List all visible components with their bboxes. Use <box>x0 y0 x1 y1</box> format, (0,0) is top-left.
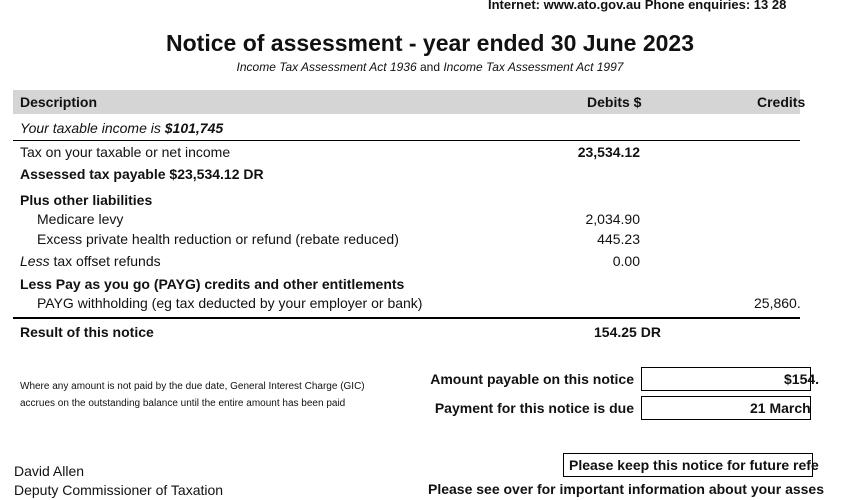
gic-notice-line2: accrues on the outstanding balance until the entire amount has been paid <box>20 398 346 409</box>
taxable-income-label: Your taxable income is <box>20 120 165 136</box>
less-word: Less <box>20 253 50 269</box>
subtitle-act-1936: Income Tax Assessment Act 1936 <box>236 60 417 74</box>
tax-offset-row <box>20 253 161 269</box>
payg-withholding-label: PAYG withholding (eg tax deducted by your employer or bank) <box>37 295 423 311</box>
less-payg-heading: Less Pay as you go (PAYG) credits and other entitlements <box>20 276 405 292</box>
payg-withholding-credit: 25,860. <box>754 295 801 311</box>
taxable-income-row <box>20 120 223 136</box>
see-over-notice: Please see over for important information about your asses <box>428 481 824 497</box>
result-suffix: DR <box>640 324 661 340</box>
amount-payable-value: $154. <box>784 371 820 387</box>
result-value <box>594 324 661 340</box>
col-description: Description <box>20 94 98 110</box>
assessed-tax-payable: Assessed tax payable $23,534.12 DR <box>20 166 264 182</box>
notice-title: Notice of assessment - year ended 30 June 2023 <box>166 30 694 56</box>
taxable-income-value: $101,745 <box>164 120 224 136</box>
result-divider <box>13 317 800 319</box>
keep-notice-text: Please keep this notice for future refe <box>569 457 819 473</box>
result-amount: 154.25 <box>594 324 637 340</box>
result-label: Result of this notice <box>20 324 154 340</box>
medicare-levy-debit: 2,034.90 <box>585 211 640 227</box>
signatory-role: Deputy Commissioner of Taxation <box>14 482 224 498</box>
tax-on-income-label: Tax on your taxable or net income <box>20 144 231 160</box>
tax-on-income-debit: 23,534.12 <box>577 144 640 160</box>
tax-offset-debit: 0.00 <box>612 253 640 269</box>
keep-notice-box <box>563 453 819 477</box>
payment-due-box <box>641 396 811 420</box>
notice-subtitle <box>0 60 860 74</box>
subtitle-and: and <box>416 60 444 74</box>
table-header <box>13 90 800 114</box>
divider <box>13 140 800 141</box>
amount-payable-box <box>641 367 820 391</box>
amount-payable-label: Amount payable on this notice <box>430 371 634 387</box>
subtitle-act-1997: Income Tax Assessment Act 1997 <box>443 60 624 74</box>
contact-info: Internet: www.ato.gov.au Phone enquiries: 13 28 <box>488 0 787 12</box>
plus-liabilities-heading: Plus other liabilities <box>20 192 153 208</box>
col-credits: Credits <box>757 94 806 110</box>
medicare-levy-label: Medicare levy <box>37 211 124 227</box>
tax-offset-label: tax offset refunds <box>49 253 161 269</box>
excess-phi-debit: 445.23 <box>597 231 640 247</box>
gic-notice-line1: Where any amount is not paid by the due date, General Interest Charge (GIC) <box>20 381 365 392</box>
excess-phi-label: Excess private health reduction or refund (rebate reduced) <box>37 231 399 247</box>
col-debits: Debits $ <box>587 94 642 110</box>
payment-due-value: 21 March <box>750 400 811 416</box>
signatory-name: David Allen <box>14 463 85 479</box>
payment-due-label: Payment for this notice is due <box>434 400 634 416</box>
